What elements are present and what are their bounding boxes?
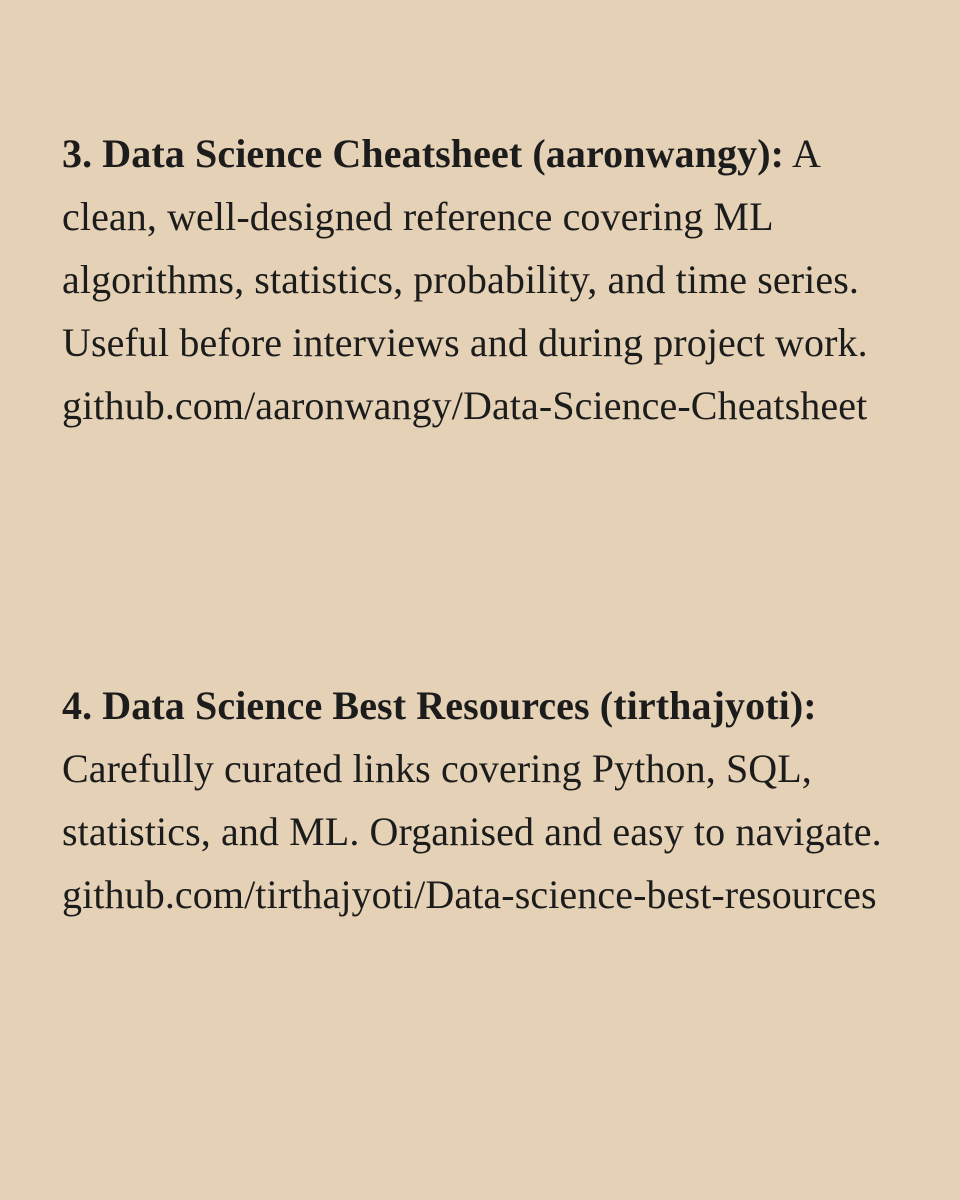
- resource-item-3: [62, 122, 912, 437]
- resource-link[interactable]: github.com/aaronwangy/Data-Science-Cheatsheet: [62, 383, 868, 428]
- resource-title: 3. Data Science Cheatsheet (aaronwangy):: [62, 131, 785, 176]
- resource-item-4: [62, 674, 912, 926]
- resource-title: 4. Data Science Best Resources (tirthajyoti):: [62, 683, 817, 728]
- resource-link[interactable]: github.com/tirthajyoti/Data-science-best-resources: [62, 872, 877, 917]
- resource-description: Carefully curated links covering Python, SQL, statistics, and ML. Organised and easy to navigate.: [62, 746, 882, 854]
- resource-description: A clean, well-designed reference covering ML algorithms, statistics, probability, and time series. Useful before interviews and during project work.: [62, 131, 868, 365]
